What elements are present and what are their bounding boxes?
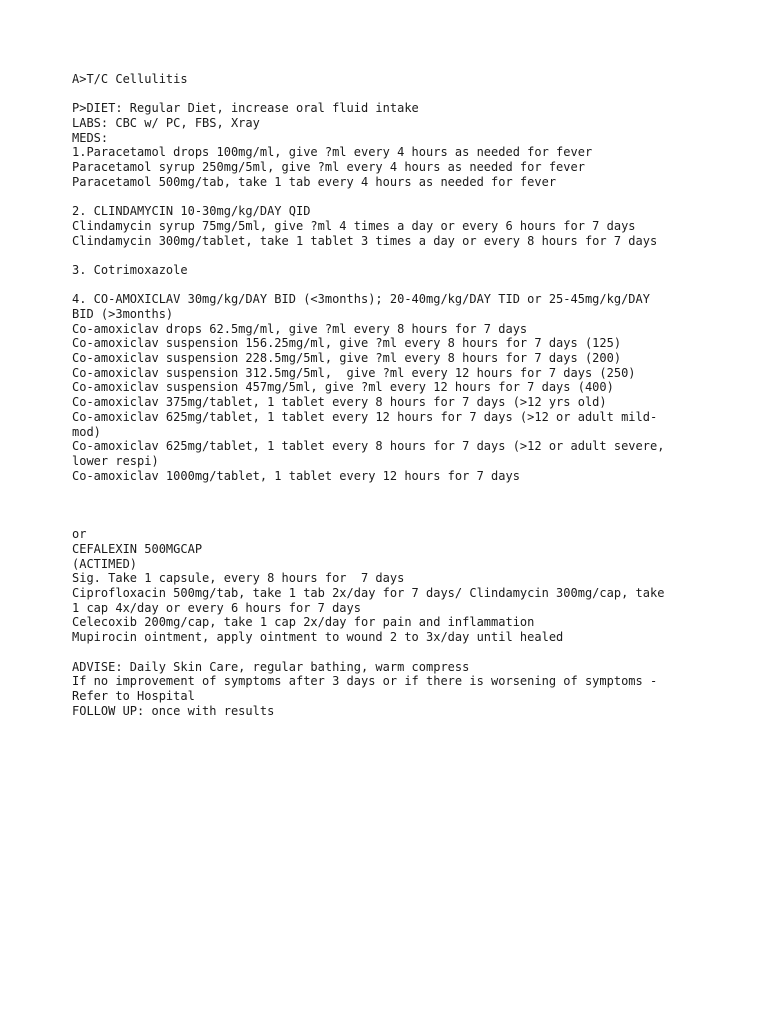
med-line: Co-amoxiclav drops 62.5mg/ml, give ?ml every 8 hours for 7 days [72, 321, 528, 336]
med-line: Co-amoxiclav suspension 312.5mg/5ml, give ?ml every 12 hours for 7 days (250) [72, 365, 636, 380]
med-line: Paracetamol syrup 250mg/5ml, give ?ml every 4 hours as needed for fever [72, 160, 585, 175]
blank-line [72, 498, 732, 513]
document-page [72, 72, 732, 718]
labs-line: LABS: CBC w/ PC, FBS, Xray [72, 116, 260, 131]
med-line-cont: mod) [72, 424, 101, 439]
med-line: Mupirocin ointment, apply ointment to wound 2 to 3x/day until healed [72, 630, 564, 645]
med-line: Co-amoxiclav 375mg/tablet, 1 tablet every 8 hours for 7 days (>12 yrs old) [72, 395, 607, 410]
med-line: Ciprofloxacin 500mg/tab, take 1 tab 2x/day for 7 days/ Clindamycin 300mg/cap, take [72, 586, 665, 601]
med-line-cont: 1 cap 4x/day or every 6 hours for 7 days [72, 600, 361, 615]
med-section-heading-cont: BID (>3months) [72, 307, 174, 321]
med-line: Co-amoxiclav suspension 457mg/5ml, give ?ml every 12 hours for 7 days (400) [72, 380, 614, 395]
blank-line [72, 248, 732, 263]
med-line: Clindamycin 300mg/tablet, take 1 tablet 3 times a day or every 8 hours for 7 days [72, 233, 658, 248]
advise-line-cont: Refer to Hospital [72, 688, 195, 703]
med-section-heading: 4. CO-AMOXICLAV 30mg/kg/DAY BID (<3months); 20-40mg/kg/DAY TID or 25-45mg/kg/DAY [72, 292, 650, 307]
med-line: Co-amoxiclav suspension 156.25mg/ml, give ?ml every 8 hours for 7 days (125) [72, 336, 622, 351]
blank-line [72, 190, 732, 205]
med-line-cont: lower respi) [72, 453, 159, 468]
brand-line: (ACTIMED) [72, 556, 138, 571]
assessment-line: A>T/C Cellulitis [72, 72, 188, 86]
diet-line: P>DIET: Regular Diet, increase oral fluid intake [72, 101, 419, 116]
blank-line [72, 645, 732, 660]
advise-line: If no improvement of symptoms after 3 days or if there is worsening of symptoms - [72, 674, 658, 689]
med-section-heading: 3. Cotrimoxazole [72, 262, 188, 277]
blank-line [72, 87, 732, 102]
med-line: Co-amoxiclav 1000mg/tablet, 1 tablet every 12 hours for 7 days [72, 468, 520, 483]
blank-line [72, 483, 732, 498]
med-line: Co-amoxiclav 625mg/tablet, 1 tablet every 12 hours for 7 days (>12 or adult mild- [72, 409, 658, 424]
med-section-heading: 2. CLINDAMYCIN 10-30mg/kg/DAY QID [72, 204, 311, 219]
follow-up-line: FOLLOW UP: once with results [72, 703, 275, 718]
med-line: Co-amoxiclav suspension 228.5mg/5ml, give ?ml every 8 hours for 7 days (200) [72, 351, 622, 366]
blank-line [72, 278, 732, 293]
meds-heading: MEDS: [72, 130, 109, 145]
med-section-heading: CEFALEXIN 500MGCAP [72, 542, 203, 556]
med-line: Co-amoxiclav 625mg/tablet, 1 tablet every 8 hours for 7 days (>12 or adult severe, [72, 439, 665, 454]
sig-line: Sig. Take 1 capsule, every 8 hours for 7 days [72, 571, 405, 586]
or-line: or [72, 527, 87, 542]
med-line: Paracetamol 500mg/tab, take 1 tab every 4 hours as needed for fever [72, 174, 557, 189]
med-line: Celecoxib 200mg/cap, take 1 cap 2x/day for pain and inflammation [72, 615, 535, 630]
med-line: Clindamycin syrup 75mg/5ml, give ?ml 4 times a day or every 6 hours for 7 days [72, 218, 636, 233]
med-line: 1.Paracetamol drops 100mg/ml, give ?ml every 4 hours as needed for fever [72, 145, 593, 160]
advise-line: ADVISE: Daily Skin Care, regular bathing, warm compress [72, 659, 470, 674]
blank-line [72, 513, 732, 528]
